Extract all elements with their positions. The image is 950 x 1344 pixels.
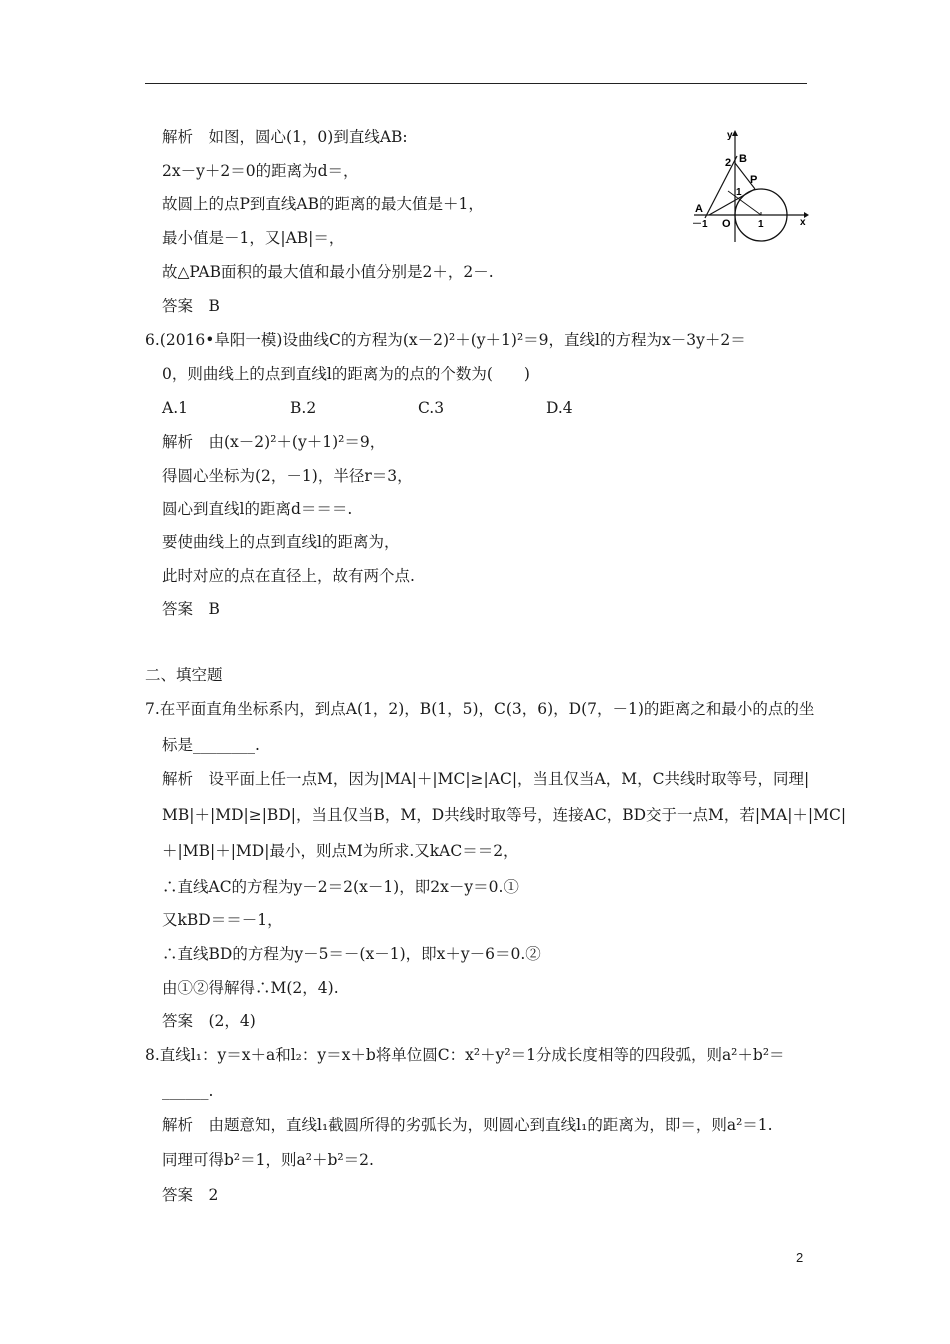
text-line: MB|＋|MD|≥|BD|，当且仅当B，M，D共线时取等号，连接AC，BD交于一点M，若|MA|＋|MC| [162,806,847,824]
label-1-axis: 1 [758,219,764,230]
label-o: O [722,218,731,230]
segment-ap [709,189,755,215]
label-b: B [739,153,747,165]
option-c: C.3 [418,399,445,417]
text-line: 答案 B [162,297,220,315]
text-line: ＋|MB|＋|MD|最小，则点M为所求.又kAC＝＝2， [162,842,519,860]
option-a: A.1 [162,399,188,417]
text-line: ∴直线BD的方程为y－5＝－(x－1)，即x＋y－6＝0.② [162,945,541,963]
option-d: D.4 [546,399,573,417]
text-line: 2x－y＋2＝0的距离为d＝， [162,162,359,180]
label-2: 2 [725,157,732,169]
text-line: 由①②得解得∴M(2，4). [162,979,339,997]
text-line: 要使曲线上的点到直线l的距离为， [162,533,400,551]
label-neg1: －1 [692,219,708,230]
text-line: 答案 (2，4) [162,1012,256,1030]
text-line: ______. [162,1082,214,1100]
x-axis-label: x [800,217,806,228]
option-b: B.2 [290,399,317,417]
page-number: 2 [796,1250,804,1265]
text-line: 故△PAB面积的最大值和最小值分别是2＋，2－. [162,263,494,281]
text-line: 此时对应的点在直径上，故有两个点. [162,567,415,585]
text-line: 8.直线l₁：y＝x＋a和l₂：y＝x＋b将单位圆C：x²＋y²＝1分成长度相等的四段弧，则a²＋b²＝ [145,1046,785,1064]
text-line: 0，则曲线上的点到直线l的距离为的点的个数为( ) [162,365,530,383]
text-line: 解析 由题意知，直线l₁截圆所得的劣弧长为，则圆心到直线l₁的距离为，即＝，则a²＝1. [162,1116,773,1134]
label-1-side: 1 [736,187,742,198]
geometry-figure [688,128,810,246]
text-line: 答案 2 [162,1186,219,1204]
text-line: 又kBD＝＝－1， [162,911,283,929]
header-rule [145,83,807,84]
label-p: P [750,174,758,186]
text-line: 标是________. [162,736,260,754]
text-line: 最小值是－1，又|AB|＝， [162,229,345,247]
answer-options [162,398,674,418]
text-line: 同理可得b²＝1，则a²＋b²＝2. [162,1151,374,1169]
text-line: 得圆心坐标为(2，－1)，半径r＝3， [162,467,413,485]
text-line: 解析 由(x－2)²＋(y＋1)²＝9， [162,433,386,451]
text-line: 解析 设平面上任一点M，因为|MA|＋|MC|≥|AC|，当且仅当A，M，C共线时取等号，同理| [162,770,810,788]
y-axis-label: y [727,130,733,141]
text-line: 7.在平面直角坐标系内，到点A(1，2)，B(1，5)，C(3，6)，D(7，－1)的距离之和最小的点的坐 [145,700,815,718]
text-line: 二、填空题 [145,666,223,684]
text-line: 答案 B [162,600,220,618]
text-line: 圆心到直线l的距离d＝＝＝. [162,500,353,518]
y-axis-arrow-icon [732,130,738,136]
text-line: 故圆上的点P到直线AB的距离的最大值是＋1， [162,195,484,213]
text-line: 解析 如图，圆心(1，0)到直线AB: [162,128,408,146]
text-line: 6.(2016•阜阳一模)设曲线C的方程为(x－2)²＋(y＋1)²＝9，直线l的方程为x－3y＋2＝ [145,331,746,349]
text-line: ∴直线AC的方程为y－2＝2(x－1)，即2x－y＝0.① [162,878,519,896]
label-a: A [695,203,703,215]
